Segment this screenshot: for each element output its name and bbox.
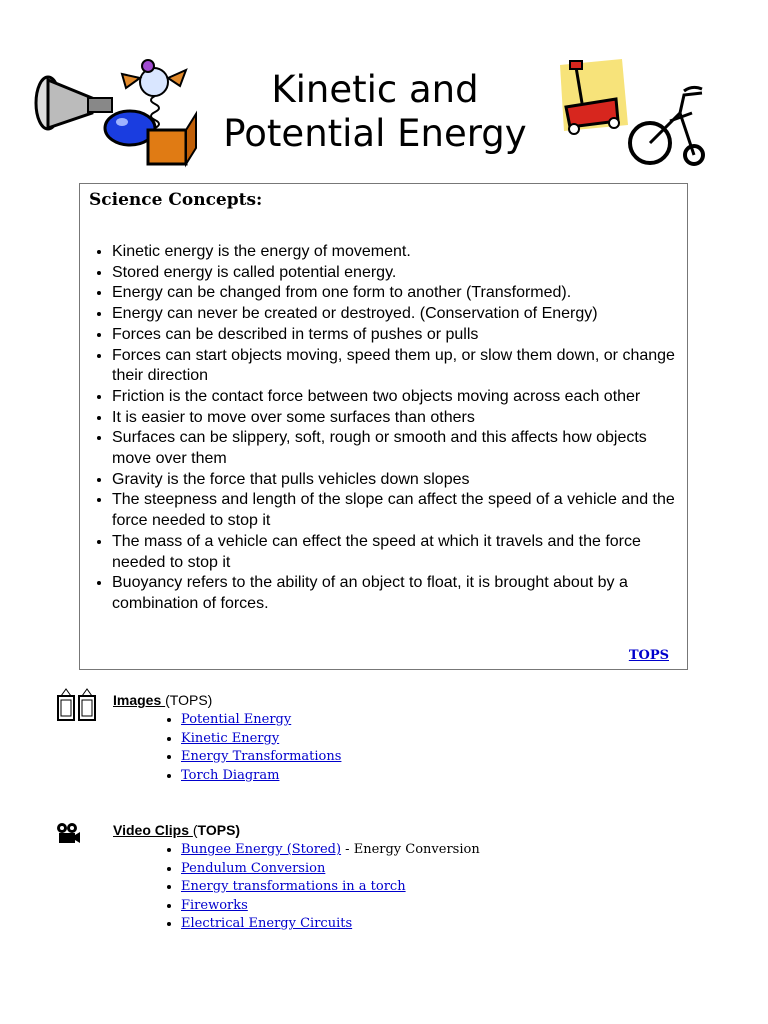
title-line-1: Kinetic and bbox=[271, 68, 479, 111]
horn-icon bbox=[36, 77, 155, 145]
video-note: - Energy Conversion bbox=[341, 842, 480, 857]
tops-link[interactable]: TOPS bbox=[628, 648, 669, 663]
concept-item: • Energy can never be created or destroyed. (Conservation of Energy) bbox=[112, 304, 682, 325]
images-label[interactable]: Images bbox=[113, 692, 166, 708]
image-list-item bbox=[181, 711, 341, 730]
page-title bbox=[200, 68, 550, 156]
concept-item: • It is easier to move over some surfaces than others bbox=[112, 408, 682, 429]
video-link[interactable]: Fireworks bbox=[181, 897, 248, 913]
video-list-item bbox=[181, 878, 480, 897]
science-concepts-box bbox=[79, 183, 688, 670]
images-heading bbox=[113, 692, 212, 708]
image-link[interactable]: Torch Diagram bbox=[181, 767, 280, 783]
video-clips-heading bbox=[113, 822, 240, 838]
horn-and-jack-in-the-box-clipart bbox=[30, 58, 200, 168]
video-tops: TOPS bbox=[197, 822, 236, 838]
video-list-item bbox=[181, 915, 480, 934]
concept-item: • Forces can be described in terms of pushes or pulls bbox=[112, 325, 682, 346]
tricycle-icon bbox=[630, 87, 703, 164]
film-camera-icon bbox=[55, 822, 81, 844]
images-tops: (TOPS) bbox=[165, 692, 213, 708]
picture-frames-icon bbox=[55, 686, 99, 722]
science-concepts-list bbox=[88, 242, 682, 615]
video-clips-label[interactable]: Video Clips bbox=[113, 822, 193, 838]
image-list-item bbox=[181, 748, 341, 767]
video-list-item bbox=[181, 897, 480, 916]
video-tops-close: ) bbox=[235, 822, 241, 838]
title-line-2: Potential Energy bbox=[223, 112, 527, 155]
concept-item: • The steepness and length of the slope can affect the speed of a vehicle and the force needed to stop it bbox=[112, 490, 682, 531]
video-link[interactable]: Bungee Energy (Stored) bbox=[181, 842, 342, 857]
concept-item: • The mass of a vehicle can effect the speed at which it travels and the force needed to stop it bbox=[112, 532, 682, 573]
concept-item: • Friction is the contact force between two objects moving across each other bbox=[112, 387, 682, 408]
images-link-list bbox=[163, 711, 341, 785]
video-link[interactable]: Pendulum Conversion bbox=[181, 860, 326, 876]
video-link[interactable]: Electrical Energy Circuits bbox=[181, 916, 353, 932]
concept-item: • Kinetic energy is the energy of movement. bbox=[112, 242, 682, 263]
concept-item: • Gravity is the force that pulls vehicles down slopes bbox=[112, 470, 682, 491]
wagon-and-tricycle-clipart bbox=[552, 55, 712, 175]
concept-item: • Forces can start objects moving, speed them up, or slow them down, or change their direction bbox=[112, 346, 682, 387]
concept-item: • Surfaces can be slippery, soft, rough or smooth and this affects how objects move over them bbox=[112, 428, 682, 469]
image-link[interactable]: Potential Energy bbox=[181, 712, 292, 727]
image-list-item bbox=[181, 730, 341, 749]
image-link[interactable]: Energy Transformations bbox=[181, 749, 342, 765]
science-concepts-heading: Science Concepts: bbox=[89, 190, 263, 210]
video-link[interactable]: Energy transformations in a torch bbox=[181, 879, 406, 895]
video-list-item bbox=[181, 841, 480, 860]
video-list-item bbox=[181, 860, 480, 879]
wagon-icon bbox=[560, 59, 628, 134]
concept-item: • Stored energy is called potential energy. bbox=[112, 263, 682, 284]
concept-item: • Energy can be changed from one form to another (Transformed). bbox=[112, 283, 682, 304]
image-list-item bbox=[181, 767, 341, 786]
video-tops-open: ( bbox=[192, 822, 198, 838]
video-link-list bbox=[163, 841, 480, 934]
concept-item: • Buoyancy refers to the ability of an object to float, it is brought about by a combination of forces. bbox=[112, 573, 682, 614]
image-link[interactable]: Kinetic Energy bbox=[181, 730, 280, 746]
